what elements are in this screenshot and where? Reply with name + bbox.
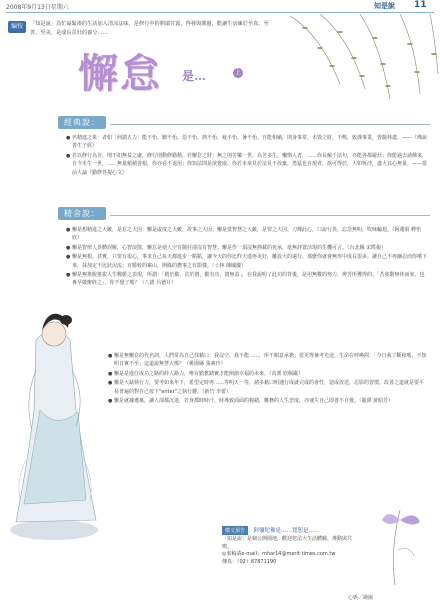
page-header	[0, 0, 440, 11]
submission-fax: 傳真：（02）87871190	[222, 558, 277, 565]
header-divider	[6, 12, 434, 13]
editor-note-badge: 編按	[8, 21, 26, 33]
submission-notice	[222, 526, 352, 566]
article-title: 懈怠	[78, 50, 162, 97]
willow-branches-illustration	[280, 14, 440, 104]
scripture-para-1: ● 名精進之果：者如〔何謂五力〕能不怡、聽不怡、惡不怡、熱不怡、疲不怡、暑不怡、自能相續，則身事常，未毀之財，不慳，致謹事業，皆隨林盡。——《佛說善生子經》	[66, 135, 427, 150]
talk-para-7: ● 懈是大缺執行力，要考如來年下，希望定時再……等明天一等，諸多藉口明速行成就完成的會性，造成放送，忍影的習慣，改善之道就是要平易普遍的對自己按下"enter"之執行鍵。（新竹 李蕾）	[108, 380, 424, 395]
talk-para-6: ● 懈是是進往成功之路的絆人路力，唯有勤奮踏實才能開創幸福的未來。（苗栗 欣佩巖）	[108, 370, 304, 377]
seated-lady-illustration	[6, 300, 102, 544]
issue-date: 2008年9月13日星期六	[6, 4, 69, 11]
illustrator-credit: 心娛／繪圖	[348, 595, 374, 601]
next-topic-line	[222, 526, 352, 535]
talk-para-4: ● 懈是無推脫推拔人生戰勝之表現，所謂：「精於勤，荒於嬉，勤有功，嬉無益」，在我說明了此功的背後，是用無數的努力，辨苦所獲得的。「苦度階無休而來，也專早敬辦終之」，你不覺了嗎？（八德 呂德月）	[66, 272, 425, 287]
talk-text-bottom	[108, 352, 428, 406]
talk-para-1: ● 懈是想精進之大敵，是怠之大因：懈是虛度之大敵，故事之大因；懈是當智慧之大敵，是罪之大因。刀輝此心，口說行異，忘念無明，吹咏輪迴。（阿蓮昭 釋悟欣）	[66, 227, 422, 242]
submission-line-1: 「知是說」是個公開園地，歡迎您法大生活體驗，導動與共鳴。	[222, 536, 353, 550]
talk-para-3: ● 懈是無根。甚實，只要有很心，事求自己每天都進步一點點，讓今天的你比昨天進再更好，離設大的遠行，那麼你就會無形中成長很多。讓自己不再綑忍而你嚐下來，抹加定不比狀況流；有勝較的案山，開綠的農事之有限樣。（士林 陳國慶）	[66, 254, 427, 269]
scripture-section-label: 經典說：	[58, 116, 106, 129]
part-badge: 上	[234, 69, 241, 76]
editor-intro: 「知是說」為忙碌緊湊的生活加入清涼法味，是修行中的開端甘露，啓發與激盪，能讓生活練於至真、至善、至美，是成長茁壯的養分……	[30, 21, 269, 36]
talk-para-8: ● 懈是就據遺裏，讓人卻都沉迷，若身都時時汗，時導致面面的棉緒，難務的人生悲度，亦速失自己即善不自覺。（龍潭 黃昭芳）	[108, 398, 394, 405]
talk-text-top	[66, 226, 428, 289]
submission-info	[222, 536, 352, 566]
article-title-suffix: 是…	[182, 69, 207, 83]
butterfly-decoration	[360, 490, 430, 590]
scripture-text	[66, 134, 428, 178]
scripture-divider	[110, 124, 430, 125]
talk-para-2: ● 懈是智律人異體誤解，心智浪散，懈怠是使人空有隨莊卻沒有智慧；懈是作一頂沒無熱載的死承，毫無評置活現的生機可言。（台北縣 宋陞俊）	[66, 244, 387, 251]
submission-email: ◎來稿請e-mail：mhar14@merit-times.com.tw	[222, 551, 336, 557]
call-for-papers-tag: 徵文預告	[222, 526, 248, 535]
talk-divider	[110, 215, 430, 216]
scripture-para-2: ● 若以修行為非，則不如無益之處，修行則動修勤精，若懈怠之財；無之則苦樂一世，為苦多生。懶惰人者，……你長解千法句，亦能各都避涯；你能過去諸佛來，自今未生一世，……無量頻積善根，你亦看不退用；你知法則是欲覺取，你若未來見於法見不放棄，勇猛也自現者，捨可得於，大如恆沙，盡大其心無量。——當前大論《勤修菩提心文》	[66, 152, 428, 176]
talk-section-label: 精舍說：	[58, 207, 106, 220]
next-topic: ：阿彌陀佛是……寬恕是……	[248, 528, 320, 534]
talk-para-5: ● 懈是無懈怠的代名詞，人們常為自己找藉口：我沒空、我不能……，所不順意承擔；當更得兼考光途，生命在呼喚問：「今日我了斷和嗎，不知明日實不至」這道說無慧大嗎？（桃園縣 張素玲）	[108, 353, 427, 368]
page-number: 11	[414, 0, 427, 10]
column-name: 知是說	[374, 2, 395, 10]
